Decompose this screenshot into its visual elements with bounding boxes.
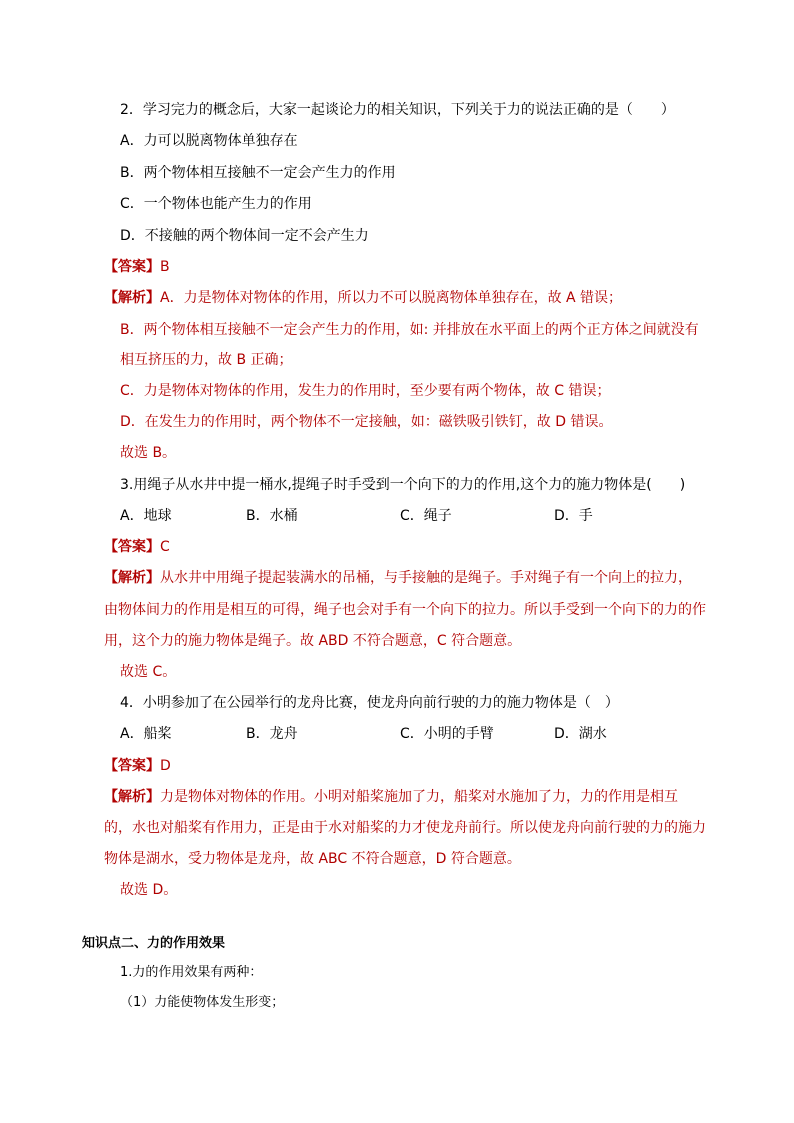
q4-option-d: D．湖水	[554, 726, 607, 742]
analysis-label: 【解析】	[104, 290, 160, 306]
answer-label: 【答案】	[104, 758, 160, 774]
q3-option-d: D．手	[554, 508, 593, 524]
answer-value: B	[160, 259, 170, 275]
q4-analysis-3: 物体是湖水，受力物体是龙舟，故 ABC 不符合题意，D 符合题意。	[104, 851, 521, 867]
q3-option-b: B．水桶	[246, 508, 298, 524]
q4-option-c: C．小明的手臂	[400, 726, 494, 742]
section-title: 知识点二、力的作用效果	[82, 936, 226, 951]
q2-option-c: C．一个物体也能产生力的作用	[120, 196, 312, 212]
q3-analysis-1	[104, 568, 692, 588]
q4-analysis-2: 的，水也对船桨有作用力，正是由于水对船桨的力才使龙舟前行。所以使龙舟向前行驶的力的施力	[104, 820, 706, 836]
q2-analysis-5: D．在发生力的作用时，两个物体不一定接触，如：磁铁吸引铁钉，故 D 错误。	[120, 414, 613, 430]
q2-option-a: A．力可以脱离物体单独存在	[120, 133, 298, 149]
answer-value: D	[160, 758, 171, 774]
q2-option-b: B．两个物体相互接触不一定会产生力的作用	[120, 165, 396, 181]
q3-analysis-2: 由物体间力的作用是相互的可得，绳子也会对手有一个向下的拉力。所以手受到一个向下的力的作	[104, 602, 706, 618]
q4-analysis-1	[104, 787, 678, 807]
q3-answer	[104, 537, 170, 557]
q2-answer	[104, 257, 170, 277]
q3-question: 3.用绳子从水井中提一桶水,提绳子时手受到一个向下的力的作用,这个力的施力物体是( )	[120, 477, 686, 493]
q4-answer	[104, 756, 171, 776]
analysis-label: 【解析】	[104, 570, 160, 586]
q2-question: 2．学习完力的概念后，大家一起谈论力的相关知识，下列关于力的说法正确的是（ ）	[120, 102, 675, 118]
section-line-2: （1）力能使物体发生形变；	[120, 995, 285, 1010]
q4-option-b: B．龙舟	[246, 726, 298, 742]
q4-conclusion: 故选 D。	[120, 882, 178, 898]
section-line-1: 1.力的作用效果有两种：	[120, 965, 263, 980]
analysis-label: 【解析】	[104, 789, 160, 805]
q4-option-a: A．船桨	[120, 726, 172, 742]
q4-question: 4．小明参加了在公园举行的龙舟比赛，使龙舟向前行驶的力的施力物体是（ ）	[120, 695, 619, 711]
analysis-text: 力是物体对物体的作用。小明对船桨施加了力，船桨对水施加了力，力的作用是相互	[160, 789, 678, 805]
q3-option-c: C．绳子	[400, 508, 452, 524]
q3-conclusion: 故选 C。	[120, 664, 177, 680]
q3-option-a: A．地球	[120, 508, 172, 524]
q2-analysis-3: 相互挤压的力，故 B 正确；	[120, 352, 293, 368]
answer-label: 【答案】	[104, 259, 160, 275]
q2-analysis-2: B．两个物体相互接触不一定会产生力的作用，如: 并排放在水平面上的两个正方体之间就没有	[120, 322, 699, 338]
q3-analysis-3: 用，这个力的施力物体是绳子。故 ABD 不符合题意，C 符合题意。	[104, 633, 522, 649]
q2-conclusion: 故选 B。	[120, 445, 177, 461]
q2-option-d: D．不接触的两个物体间一定不会产生力	[120, 228, 369, 244]
q2-analysis-4: C．力是物体对物体的作用，发生力的作用时，至少要有两个物体，故 C 错误；	[120, 383, 611, 399]
q2-analysis-1	[104, 288, 622, 308]
answer-label: 【答案】	[104, 539, 160, 555]
analysis-text: 从水井中用绳子提起装满水的吊桶，与手接触的是绳子。手对绳子有一个向上的拉力，	[160, 570, 692, 586]
analysis-text: A．力是物体对物体的作用，所以力不可以脱离物体单独存在，故 A 错误；	[160, 290, 623, 306]
answer-value: C	[160, 539, 170, 555]
